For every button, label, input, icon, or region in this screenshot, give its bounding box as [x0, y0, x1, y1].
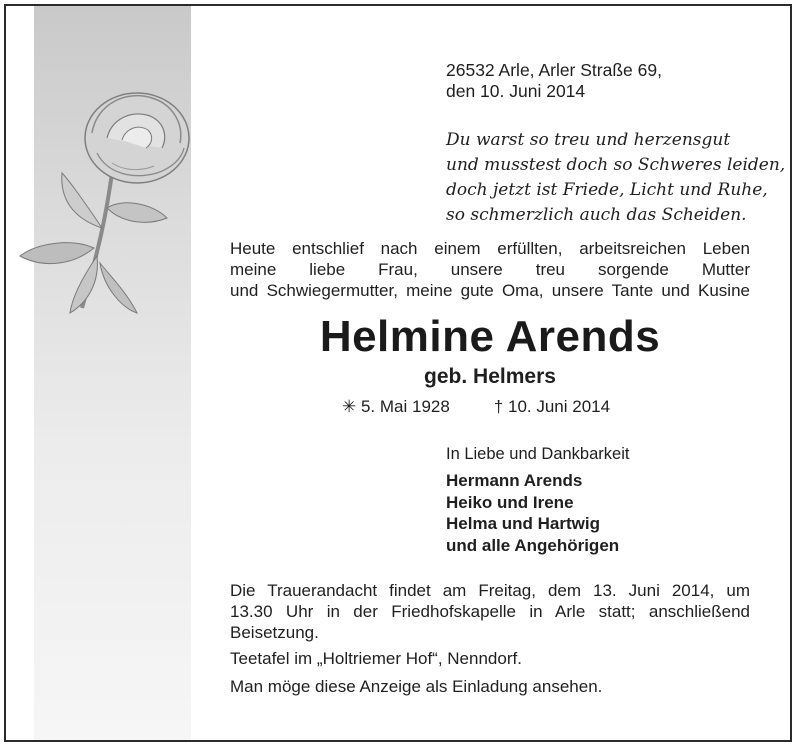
poem-line: so schmerzlich auch das Scheiden.	[446, 205, 747, 225]
death-date: † 10. Juni 2014	[493, 397, 611, 416]
service-notice	[230, 580, 750, 643]
mourner-name: und alle Angehörigen	[446, 535, 620, 555]
invitation-notice: Man möge diese Anzeige als Einladung ansehen.	[230, 677, 603, 696]
address-line: 26532 Arle, Arler Straße 69,	[446, 60, 662, 80]
mourners-intro: In Liebe und Dankbarkeit	[446, 445, 630, 463]
service-line: Beisetzung.	[230, 623, 319, 642]
intro-line: und Schwiegermutter, meine gute Oma, unsere Tante und Kusine	[230, 281, 750, 300]
maiden-name: geb. Helmers	[424, 365, 556, 388]
mourners-list	[446, 470, 619, 556]
mourner-name: Helma und Hartwig	[446, 514, 600, 533]
date-line: den 10. Juni 2014	[446, 81, 586, 101]
poem-line: und musstest doch so Schweres leiden,	[446, 155, 786, 175]
announcement-intro	[230, 238, 750, 301]
poem-line: Du warst so treu und herzensgut	[446, 130, 731, 150]
intro-line: Heute entschlief nach einem erfüllten, arbeitsreichen Leben	[230, 239, 750, 258]
reception-notice: Teetafel im „Holtriemer Hof“, Nenndorf.	[230, 649, 522, 668]
service-line: 13.30 Uhr in der Friedhofskapelle in Arle statt; anschließend	[230, 602, 750, 621]
intro-line: meine liebe Frau, unsere treu sorgende Mutter	[230, 260, 750, 279]
service-line: Die Trauerandacht findet am Freitag, dem 13. Juni 2014, um	[230, 581, 750, 600]
rose-icon	[12, 78, 202, 328]
poem	[446, 128, 785, 228]
mourner-name: Hermann Arends	[446, 471, 583, 490]
birth-date: ✳ 5. Mai 1928	[342, 397, 450, 416]
life-dates	[342, 396, 610, 418]
deceased-name: Helmine Arends	[319, 312, 661, 361]
poem-line: doch jetzt ist Friede, Licht und Ruhe,	[446, 180, 768, 200]
mourner-name: Heiko und Irene	[446, 492, 574, 512]
address-block	[446, 60, 662, 102]
